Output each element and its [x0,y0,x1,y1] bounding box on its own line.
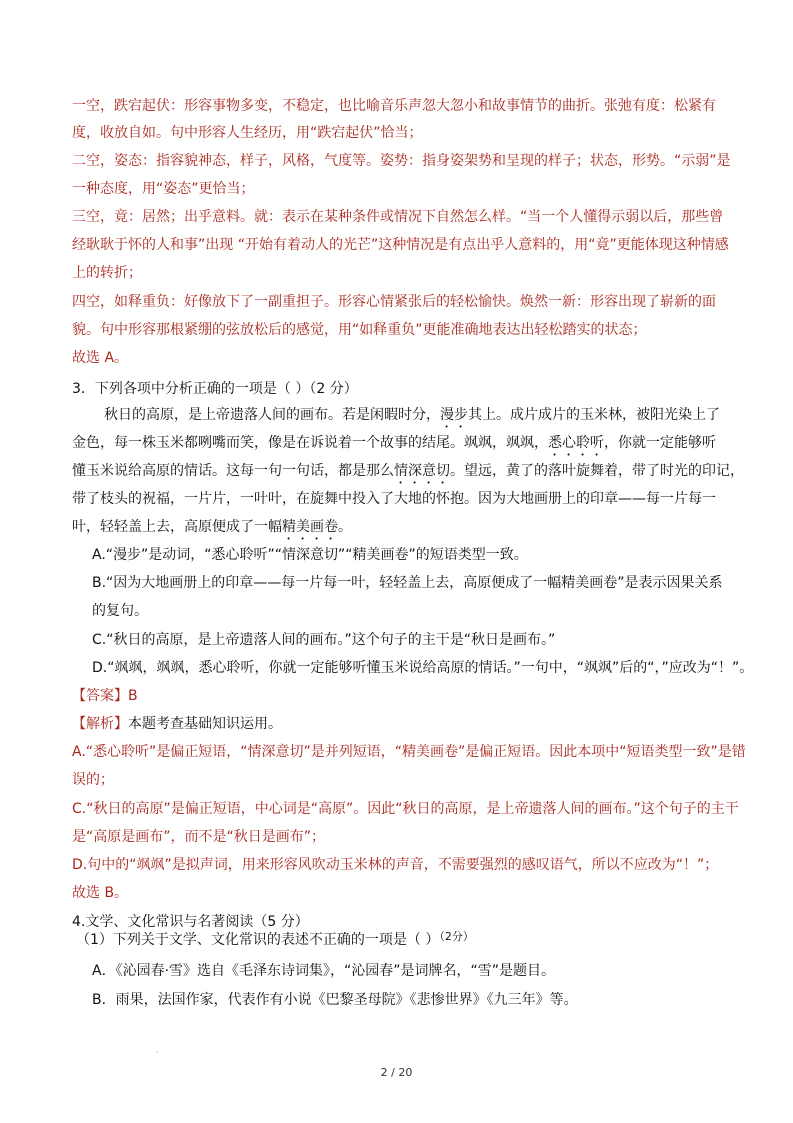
question-3-title: 3．下列各项中分析正确的一项是（ ）（2 分） [72,381,358,397]
analysis-line-1: 一空，跌宕起伏：形容事物多变，不稳定，也比喻音乐声忽大忽小和故事情节的曲折。张弛有度：松紧有 [72,98,716,114]
explanation-c-line-1: C.“秋日的高原”是偏正短语，中心词是“高原”。因此“秋日的高原，是上帝遗落人间的画布。”这个句子的主干 [72,801,739,817]
analysis-line-9: 貌。句中形容那根紧绷的弦放松后的感觉，用“如释重负”更能准确地表达出轻松踏实的状态； [72,322,647,338]
explanation-c-line-2: 是“高原是画布”，而不是“秋日是画布”； [72,829,326,845]
analysis-conclusion: 故选 A。 [72,350,129,366]
dotted-word-xixinlingting: 悉心聆听 [548,435,604,451]
explanation-a-line-2: 误的； [72,772,114,788]
analysis-line-6: 经耿耿于怀的人和事”出现 “开始有着动人的光芒”这种情况是有点出乎人意料的，用“竟”更能体现这种情感 [72,237,729,253]
option-c: C.“秋日的高原，是上帝遗落人间的画布。”这个句子的主干是“秋日是画布。” [92,632,556,648]
passage-text: 。望远，黄了的落叶旋舞着，带了时光的印记， [450,463,744,479]
passage-text: 懂玉米说给高原的情话。这每一句一句话，都是那么 [72,463,394,479]
analysis-line-8: 四空，如释重负：好像放下了一副重担子。形容心情紧张后的轻松愉快。焕然一新：形容出现了崭新的面 [72,294,716,310]
sub-question-text: 下列关于文学、文化常识的表述不正确的一项是（ ） [112,932,440,948]
analysis-line-4: 一种态度，用“姿态”更恰当； [72,181,255,197]
analysis-line-5: 三空，竟：居然；出乎意料。就：表示在某种条件或情况下自然怎么样。“当一个人懂得示弱以后，那些曾 [72,209,724,225]
answer-label: 【答案】B [72,688,138,704]
explanation-text: 本题考查基础知识运用。 [128,716,282,732]
analysis-line-3: 二空，姿态：指容貌神态，样子，风格，气度等。姿势：指身姿架势和呈现的样子；状态，形势。“示弱”是 [72,153,731,169]
dotted-word-manbu: 漫步 [440,407,468,423]
explanation-conclusion: 故选 B。 [72,885,129,901]
explanation-label: 【解析】 [72,716,128,732]
passage-text: 。 [338,519,352,535]
dotted-word-qingshenyiqie: 情深意切 [394,463,450,479]
option-a: A.“漫步”是动词，“悉心聆听”“情深意切”“精美画卷”的短语类型一致。 [92,547,528,563]
passage-text: 秋日的高原，是上帝遗落人间的画布。若是闲暇时分， [104,407,440,423]
passage-line-5 [72,517,732,543]
dotted-word-jingmeihuajuan: 精美画卷 [282,519,338,535]
analysis-line-2: 度，收放自如。句中形容人生经历，用“跌宕起伏”恰当； [72,125,423,141]
passage-line-1 [104,405,764,431]
explanation-line [72,714,732,734]
option-b-line-2: 的复句。 [92,603,148,619]
passage-line-2 [72,433,732,459]
explanation-a-line-1: A.“悉心聆听”是偏正短语，“情深意切”是并列短语，“精美画卷”是偏正短语。因此本项中“短语类型一致”是错 [72,744,746,760]
passage-text: 其上。成片成片的玉米林，被阳光染上了 [468,407,720,423]
sub-question-score: （2分） [439,930,474,943]
q4-option-b: B．雨果，法国作家，代表作有小说《巴黎圣母院》《悲惨世界》《九三年》等。 [92,992,578,1008]
question-4-title: 4.文学、文化常识与名著阅读（5 分） [72,914,309,930]
sub-question-number: （1） [76,932,113,948]
option-d: D.“飒飒，飒飒，悉心聆听，你就一定能够听懂玉米说给高原的情话。”一句中，“飒飒”后的“，”应改为“！”。 [92,660,754,676]
scan-mark: · [156,1048,159,1057]
analysis-line-7: 上的转折； [72,265,142,281]
page-number: 2 / 20 [380,1066,413,1079]
passage-text: ，你就一定能够听 [604,435,716,451]
passage-text: 叶，轻轻盖上去，高原便成了一幅 [72,519,282,535]
passage-text: 金色，每一株玉米都咧嘴而笑，像是在诉说着一个故事的结尾。飒飒，飒飒， [72,435,548,451]
q4-option-a: A．《沁园春·雪》选自《毛泽东诗词集》，“沁园春”是词牌名，“雪”是题目。 [92,963,556,979]
passage-line-4: 带了枝头的祝福，一片片，一叶叶，在旋舞中投入了大地的怀抱。因为大地画册上的印章——每一片每一 [72,491,716,507]
option-b-line-1: B.“因为大地画册上的印章——每一片每一叶，轻轻盖上去，高原便成了一幅精美画卷”是表示因果关系 [92,575,723,591]
question-4-sub-1 [76,930,736,951]
explanation-d: D.句中的“飒飒”是拟声词，用来形容风吹动玉米林的声音，不需要强烈的感叹语气，所以不应改为“！”； [72,857,719,873]
passage-line-3 [72,461,744,487]
